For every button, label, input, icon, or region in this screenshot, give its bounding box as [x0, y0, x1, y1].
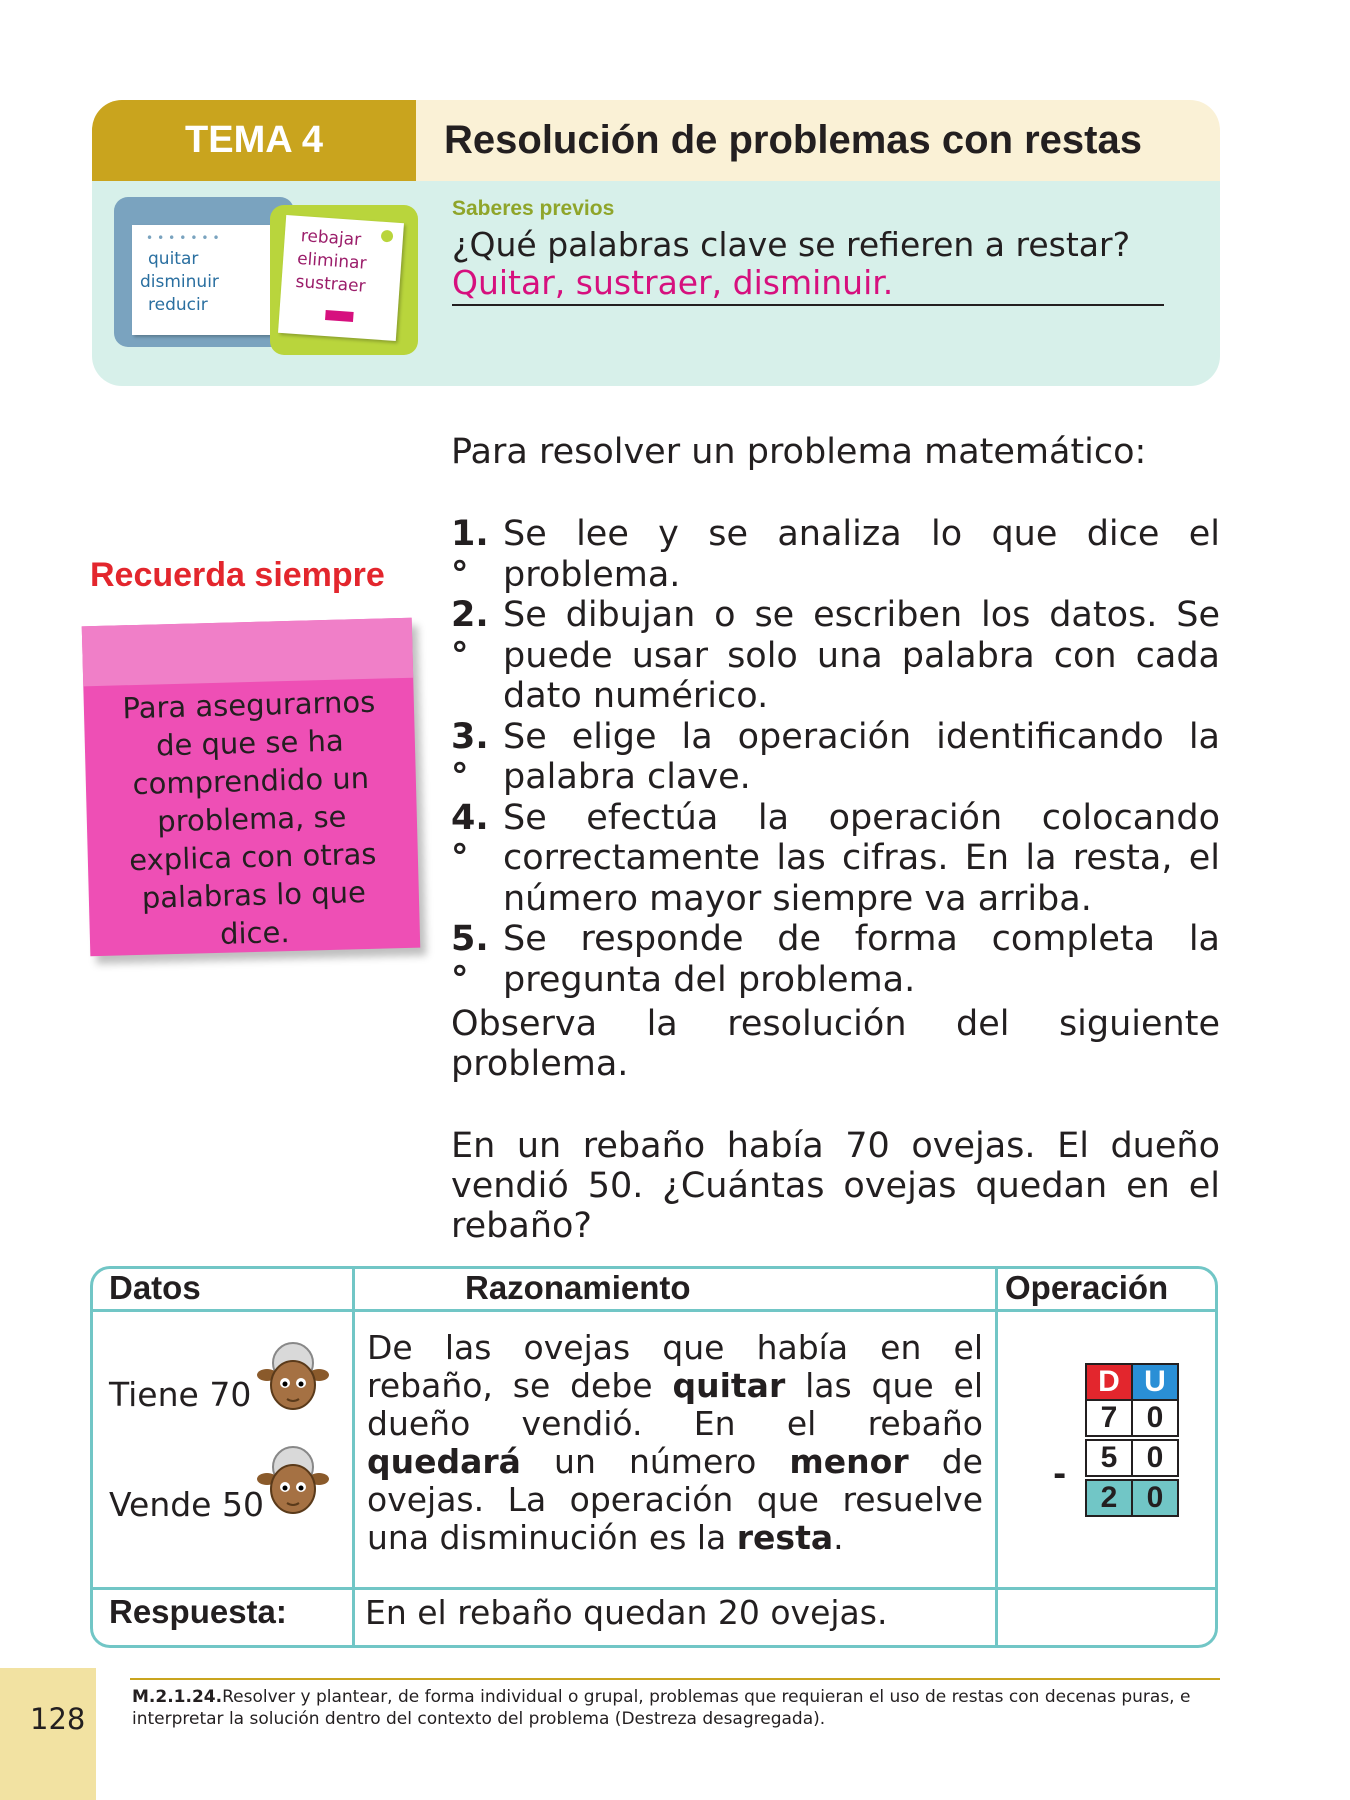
sheep-icon	[253, 1443, 333, 1523]
marker-icon	[325, 310, 354, 322]
problem-text: En un rebaño había 70 ovejas. El dueño vendió 50. ¿Cuántas ovejas quedan en el rebaño?	[451, 1126, 1220, 1246]
keyword-bold: quitar	[672, 1366, 786, 1405]
step-text: Se lee y se analiza lo que dice el problema.	[503, 514, 1220, 595]
step-item	[451, 919, 1220, 1000]
step-text: Se elige la operación identificando la palabra clave.	[503, 716, 1220, 797]
step-item	[451, 595, 1220, 717]
digit-cell: 7	[1085, 1399, 1133, 1437]
result-cell: 2	[1085, 1479, 1133, 1517]
step-text: Se dibujan o se escriben los datos. Se puede usar solo una palabra con cada dato numérico.	[503, 595, 1220, 716]
step-item	[451, 717, 1220, 798]
step-number: 3.°	[451, 716, 489, 797]
saberes-previos-panel	[92, 181, 1220, 386]
result-cell: 0	[1131, 1479, 1179, 1517]
skill-description	[132, 1686, 1222, 1730]
step-number: 5.°	[451, 919, 489, 1000]
sticky-note-text: Para asegurarnos de que se ha comprendido un problema, se explica con otras palabras lo que dice.	[122, 684, 377, 951]
step-number: 2.°	[451, 595, 489, 676]
keyword: sustraer	[294, 271, 367, 297]
step-item	[451, 798, 1220, 920]
keyword: reducir	[148, 295, 208, 315]
keyword: rebajar	[300, 226, 362, 251]
digit-cell: 0	[1131, 1399, 1179, 1437]
keyword-bold: quedará	[367, 1442, 521, 1481]
step-item	[451, 514, 1220, 595]
observa-text: Observa la resolución del siguiente problema.	[451, 1004, 1220, 1084]
keyword: quitar	[148, 249, 199, 269]
step-number: 4.°	[451, 797, 489, 878]
sticky-note	[82, 618, 421, 957]
footer-divider	[130, 1678, 1220, 1680]
dot-icon	[381, 230, 394, 243]
step-number: 1.°	[451, 514, 489, 595]
reasoning-part: De las ovejas que había en el rebaño, se debe	[367, 1328, 983, 1405]
lesson-title: Resolución de problemas con restas	[416, 100, 1220, 181]
digit-cell: 5	[1085, 1439, 1133, 1477]
answer-label: Respuesta:	[109, 1593, 287, 1630]
question-text: ¿Qué palabras clave se refieren a restar?	[452, 225, 1131, 264]
header-razonamiento: Razonamiento	[465, 1269, 691, 1306]
step-text: Se efectúa la operación colocando correctamente las cifras. En la resta, el número mayor siempre va arriba.	[503, 797, 1220, 919]
notepad-paper	[278, 215, 404, 341]
saberes-previos-label: Saberes previos	[452, 197, 615, 220]
recuerda-heading: Recuerda siempre	[90, 556, 385, 594]
reasoning-part: .	[833, 1518, 844, 1557]
digit-cell: 0	[1131, 1439, 1179, 1477]
keyword-bold: menor	[789, 1442, 909, 1481]
tema-label: TEMA 4	[92, 100, 416, 181]
page-number: 128	[30, 1702, 86, 1736]
reasoning-text	[367, 1329, 983, 1557]
notepad-rings: •••••••	[146, 231, 224, 245]
unidades-header: U	[1131, 1363, 1179, 1401]
solution-table	[90, 1266, 1218, 1648]
row-divider	[93, 1587, 1215, 1590]
lesson-header	[92, 100, 1220, 386]
intro-text: Para resolver un problema matemático:	[451, 432, 1147, 472]
sheep-icon	[253, 1339, 333, 1419]
answer-text: Quitar, sustraer, disminuir.	[452, 263, 1164, 306]
row-divider	[93, 1309, 1215, 1312]
sticky-note-fold	[82, 618, 413, 687]
minus-sign: -	[1053, 1455, 1067, 1493]
skill-code: M.2.1.24.	[132, 1687, 223, 1707]
reasoning-part: las que el dueño vendió. En el rebaño	[367, 1366, 983, 1443]
header-datos: Datos	[109, 1269, 201, 1306]
skill-text: Resolver y plantear, de forma individual o grupal, problemas que requieran el uso de restas con decenas puras, e interpretar la solución dentro del contexto del problema (Destreza desagregada).	[132, 1687, 1191, 1729]
keyword-card-green	[270, 205, 418, 355]
header-operacion: Operación	[1005, 1269, 1169, 1306]
keyword: disminuir	[140, 272, 219, 292]
step-text: Se responde de forma completa la pregunta del problema.	[503, 919, 1220, 1000]
data-tiene: Tiene 70	[109, 1375, 252, 1414]
decenas-header: D	[1085, 1363, 1133, 1401]
keyword-card-blue	[114, 197, 294, 347]
notepad-paper	[132, 225, 272, 335]
reasoning-part: un número	[520, 1442, 790, 1481]
keyword: eliminar	[296, 248, 368, 274]
answer-sentence: En el rebaño quedan 20 ovejas.	[365, 1593, 888, 1632]
reasoning-part: de ovejas. La operación que resuelve una disminución es la	[367, 1442, 983, 1557]
steps-list	[451, 514, 1220, 1000]
keyword-bold: resta	[736, 1518, 834, 1557]
data-vende: Vende 50	[109, 1485, 264, 1524]
